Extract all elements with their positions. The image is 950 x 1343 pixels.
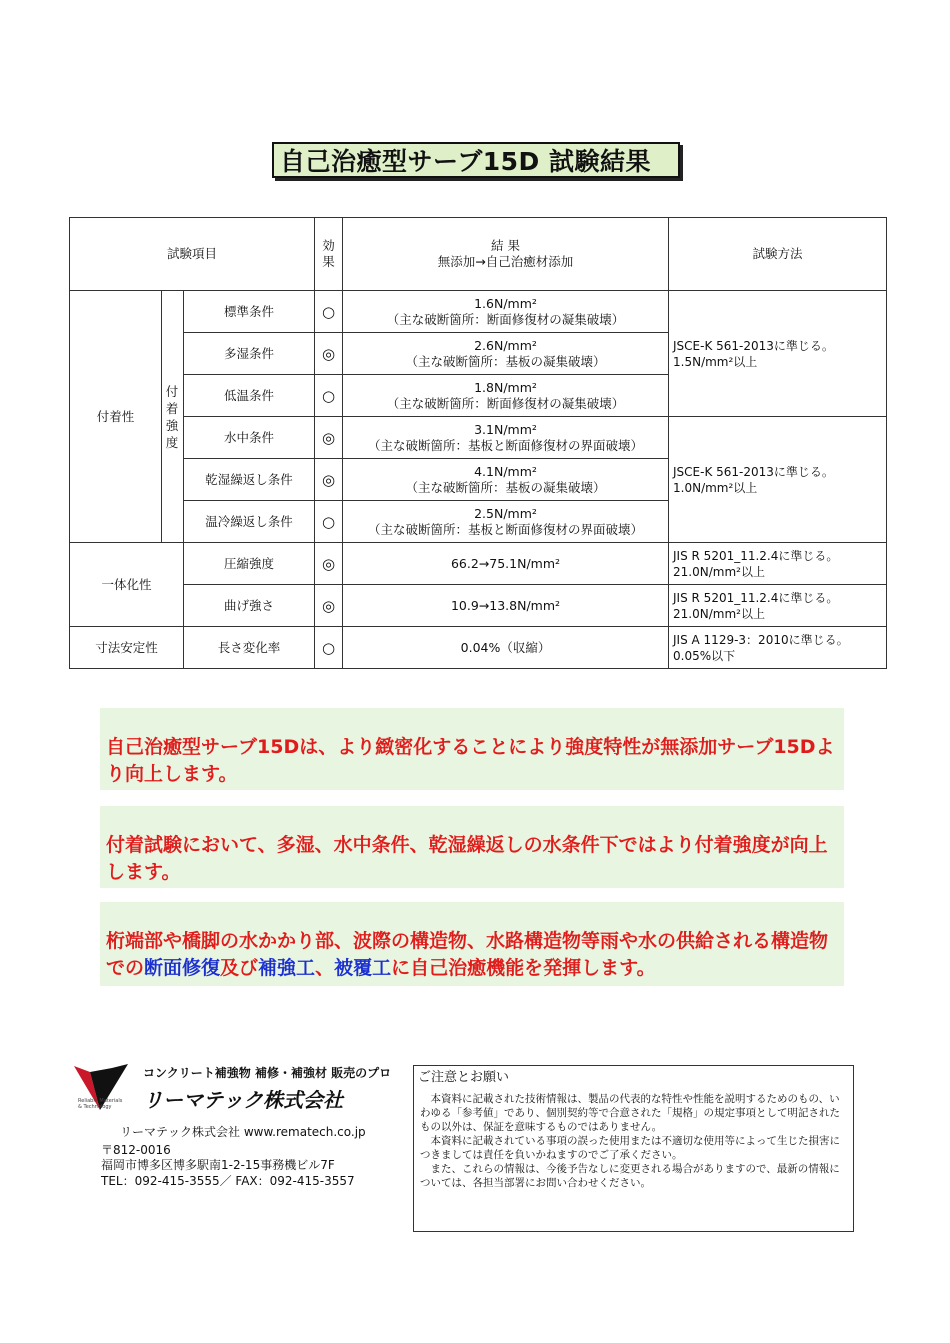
method-criteria: 21.0N/mm²以上 xyxy=(673,564,765,579)
header-result xyxy=(343,218,669,291)
effect-cell: ◎ xyxy=(315,459,343,501)
method-criteria: 0.05%以下 xyxy=(673,648,736,663)
result-cell: 10.9→13.8N/mm² xyxy=(343,585,669,627)
cond-cell: 多湿条件 xyxy=(184,333,315,375)
logo-subtext-1: Reliable Materials xyxy=(78,1098,123,1104)
cond-cell: 長さ変化率 xyxy=(184,627,315,669)
table-header-row xyxy=(70,218,887,291)
method-cell xyxy=(669,585,887,627)
result-note: （主な破断箇所：基板と断面修復材の界面破壊） xyxy=(368,521,644,537)
note-3-highlight-3: 被覆工 xyxy=(334,957,392,979)
result-value: 2.6N/mm² xyxy=(474,337,537,353)
method-cell xyxy=(669,627,887,669)
method-text: JIS R 5201_11.2.4に準じる。 xyxy=(673,548,839,563)
result-cell xyxy=(343,291,669,333)
company-tagline: コンクリート補強物 補修・補強材 販売のプロ xyxy=(143,1066,392,1080)
note-3-text-d: に自己治癒機能を発揮します。 xyxy=(391,957,656,979)
method-criteria: 21.0N/mm²以上 xyxy=(673,606,765,621)
effect-cell: ◎ xyxy=(315,333,343,375)
method-text: JSCE-K 561-2013に準じる。 xyxy=(673,338,834,353)
effect-cell: ○ xyxy=(315,375,343,417)
company-name-url: リーマテック株式会社 www.rematech.co.jp xyxy=(120,1125,366,1139)
result-cell xyxy=(343,375,669,417)
notice-box xyxy=(413,1065,854,1232)
table-row xyxy=(70,585,887,627)
method-cell xyxy=(669,417,887,543)
effect-cell: ○ xyxy=(315,501,343,543)
note-3-highlight-1: 断面修復 xyxy=(144,957,221,979)
notice-paragraph: また、これらの情報は、今後予告なしに変更される場合がありますので、最新の情報については、各担当部署にお問い合わせください。 xyxy=(420,1163,840,1189)
result-cell xyxy=(343,417,669,459)
result-value: 1.8N/mm² xyxy=(474,379,537,395)
logo-subtext-2: & Technology xyxy=(78,1104,112,1110)
result-note: （主な破断箇所：基板の凝集破壊） xyxy=(405,353,606,369)
note-3-text-c: 、 xyxy=(315,957,335,979)
table-row xyxy=(70,627,887,669)
group-integration: 一体化性 xyxy=(70,543,184,627)
method-text: JIS A 1129-3：2010に準じる。 xyxy=(673,632,849,647)
method-text: JIS R 5201_11.2.4に準じる。 xyxy=(673,590,839,605)
result-note: （主な破断箇所：基板の凝集破壊） xyxy=(405,479,606,495)
result-value: 2.5N/mm² xyxy=(474,505,537,521)
method-cell xyxy=(669,543,887,585)
result-cell xyxy=(343,501,669,543)
header-effect: 効 果 xyxy=(315,218,343,291)
cond-cell: 温冷繰返し条件 xyxy=(184,501,315,543)
effect-cell: ◎ xyxy=(315,585,343,627)
header-item: 試験項目 xyxy=(70,218,315,291)
group-dimension: 寸法安定性 xyxy=(70,627,184,669)
result-note: （主な破断箇所：断面修復材の凝集破壊） xyxy=(386,311,625,327)
table-row xyxy=(70,291,887,333)
note-3-text-b: 及び xyxy=(220,957,259,979)
group-adhesion: 付着性 xyxy=(70,291,162,543)
result-cell: 66.2→75.1N/mm² xyxy=(343,543,669,585)
cond-cell: 圧縮強度 xyxy=(184,543,315,585)
table-row xyxy=(70,543,887,585)
effect-cell: ○ xyxy=(315,627,343,669)
note-2-text: 付着試験において、多湿、水中条件、乾湿繰返しの水条件下ではより付着強度が向上します。 xyxy=(106,834,828,883)
notice-paragraph: 本資料に記載された技術情報は、製品の代表的な特性や性能を説明するためのもの、いわゆる「参考値」であり、個別契約等で合意された「規格」の規定事項として明記されたもの以外は、保証を意味するものではありません。 xyxy=(420,1093,840,1133)
notice-heading: ご注意とお願い xyxy=(418,1070,510,1085)
cond-cell: 低温条件 xyxy=(184,375,315,417)
method-text: JSCE-K 561-2013に準じる。 xyxy=(673,464,834,479)
note-box-2 xyxy=(100,806,844,888)
result-cell xyxy=(343,459,669,501)
effect-cell: ◎ xyxy=(315,417,343,459)
result-note: （主な破断箇所：基板と断面修復材の界面破壊） xyxy=(368,437,644,453)
header-result-title: 結 果 xyxy=(491,238,520,253)
company-address: 福岡市博多区博多駅南1-2-15事務機ビル7F xyxy=(101,1158,335,1172)
test-results-table xyxy=(69,217,887,669)
method-cell xyxy=(669,291,887,417)
cond-cell: 水中条件 xyxy=(184,417,315,459)
company-logo-name: リーマテック株式会社 xyxy=(143,1088,343,1112)
company-phone: TEL：092-415-3555／ FAX：092-415-3557 xyxy=(101,1174,355,1188)
method-criteria: 1.5N/mm²以上 xyxy=(673,354,758,369)
result-value: 3.1N/mm² xyxy=(474,421,537,437)
note-3-highlight-2: 補強工 xyxy=(258,957,316,979)
note-box-3 xyxy=(100,902,844,986)
notice-paragraph: 本資料に記載されている事項の誤った使用または不適切な使用等によって生じた損害につきましては責任を負いかねますのでご了承ください。 xyxy=(420,1135,840,1161)
note-box-1 xyxy=(100,708,844,790)
table-row xyxy=(70,417,887,459)
company-postal: 〒812-0016 xyxy=(101,1143,171,1157)
cond-cell: 乾湿繰返し条件 xyxy=(184,459,315,501)
notice-body xyxy=(420,1092,848,1190)
result-cell: 0.04%（収縮） xyxy=(343,627,669,669)
sub-adhesion-label: 付 着 強 度 xyxy=(165,384,179,450)
cond-cell: 標準条件 xyxy=(184,291,315,333)
effect-cell: ◎ xyxy=(315,543,343,585)
method-criteria: 1.0N/mm²以上 xyxy=(673,480,758,495)
result-value: 1.6N/mm² xyxy=(474,295,537,311)
header-result-sub: 無添加→自己治癒材添加 xyxy=(437,254,574,269)
result-value: 4.1N/mm² xyxy=(474,463,537,479)
cond-cell: 曲げ強さ xyxy=(184,585,315,627)
effect-cell: ○ xyxy=(315,291,343,333)
result-cell xyxy=(343,333,669,375)
header-method: 試験方法 xyxy=(669,218,887,291)
note-1-text: 自己治癒型サーブ15Dは、より緻密化することにより強度特性が無添加サーブ15Dより向上します。 xyxy=(106,736,835,785)
note-3-text-a: 桁端部や橋脚の水かかり部、波際の構造物、水路構造物等雨や水の供給される構造物での xyxy=(106,930,829,979)
page-title: 自己治癒型サーブ15D 試験結果 xyxy=(272,142,680,178)
result-note: （主な破断箇所：断面修復材の凝集破壊） xyxy=(386,395,625,411)
